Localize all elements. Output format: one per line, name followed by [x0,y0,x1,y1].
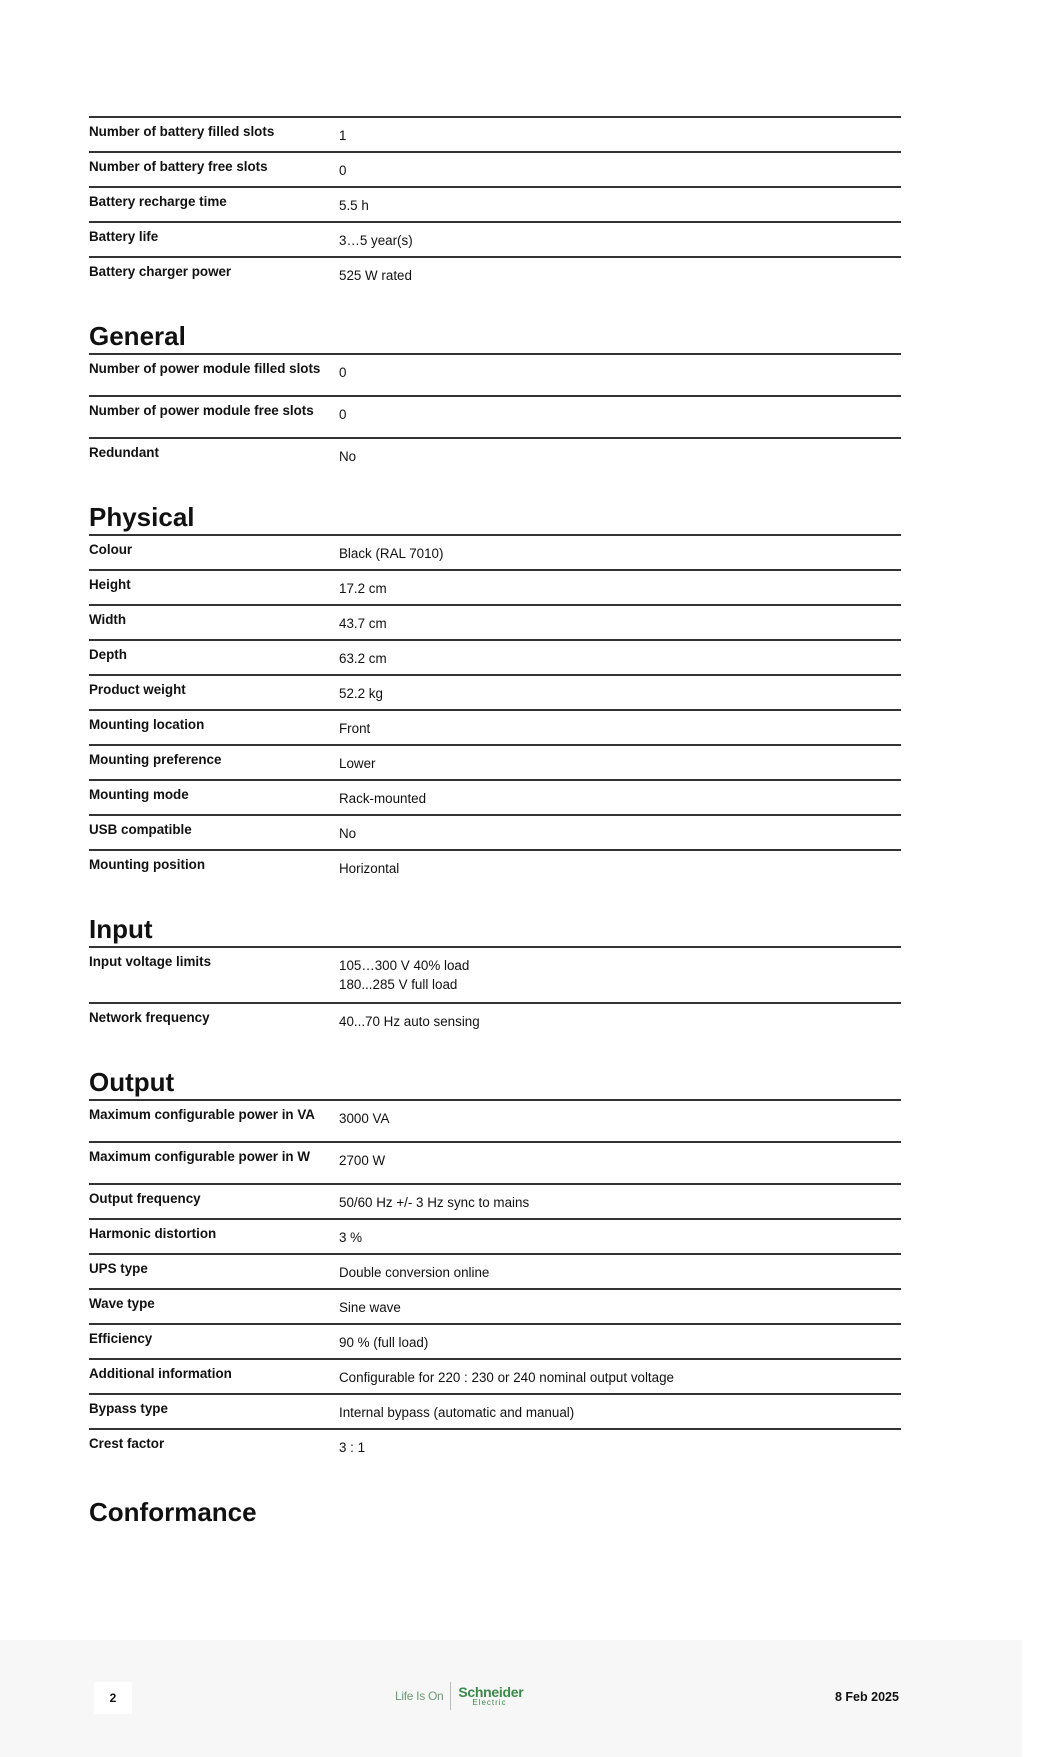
spec-label: Depth [89,647,127,662]
spec-label: Wave type [89,1296,155,1311]
spec-label: Additional information [89,1366,232,1381]
spec-value: 90 % (full load) [339,1335,429,1350]
section-title: Conformance [89,1497,257,1527]
spec-label: Output frequency [89,1191,201,1206]
spec-value: 43.7 cm [339,616,387,631]
spec-row [89,437,901,472]
spec-label: Maximum configurable power in W [89,1149,310,1164]
page-number: 2 [94,1682,132,1714]
spec-row [89,116,901,151]
spec-value: 17.2 cm [339,581,387,596]
tagline: Life Is On [395,1689,444,1703]
section-title: Physical [89,502,195,532]
spec-row [89,849,901,884]
spec-value: Double conversion online [339,1265,490,1280]
spec-value: No [339,826,357,841]
spec-value: 63.2 cm [339,651,387,666]
spec-row [89,1358,901,1393]
spec-value: 3 % [339,1230,363,1245]
brand-sub: Electric [472,1698,507,1707]
spec-row [89,534,901,569]
spec-row [89,221,901,256]
spec-value: 1 [339,128,347,143]
spec-label: UPS type [89,1261,148,1276]
spec-value: Rack-mounted [339,791,427,806]
spec-row [89,639,901,674]
spec-value: Sine wave [339,1300,401,1315]
section-output [89,1057,901,1463]
spec-label: Mounting location [89,717,205,732]
spec-label: Mounting position [89,857,206,872]
spec-value: 0 [339,163,347,178]
spec-row [89,674,901,709]
spec-row [89,1099,901,1141]
spec-value: 52.2 kg [339,686,383,701]
spec-label: Number of battery free slots [89,159,268,174]
spec-label: Number of power module free slots [89,403,314,418]
spec-value: 0 [339,407,347,422]
spec-row [89,744,901,779]
spec-value: No [339,449,357,464]
spec-label: Crest factor [89,1436,165,1451]
section-input [89,904,901,1037]
spec-row [89,1393,901,1428]
spec-row [89,569,901,604]
spec-value: 3…5 year(s) [339,233,413,248]
spec-value: 2700 W [339,1153,386,1168]
spec-row [89,1183,901,1218]
spec-label: Bypass type [89,1401,168,1416]
spec-row [89,946,901,1002]
brand-wordmark [458,1685,523,1707]
spec-row [89,1141,901,1183]
section-physical [89,492,901,884]
spec-row [89,1288,901,1323]
spec-label: Battery charger power [89,264,232,279]
spec-label: Number of power module filled slots [89,361,321,376]
page-footer [0,1640,1022,1757]
spec-value: Black (RAL 7010) [339,546,444,561]
spec-row [89,1218,901,1253]
schneider-logo [395,1678,523,1714]
spec-row [89,1323,901,1358]
spec-label: Efficiency [89,1331,153,1346]
spec-row [89,186,901,221]
spec-label: Width [89,612,127,627]
spec-value: 50/60 Hz +/- 3 Hz sync to mains [339,1195,530,1210]
spec-row [89,1002,901,1037]
spec-value: 525 W rated [339,268,412,283]
spec-row [89,395,901,437]
spec-value: 3000 VA [339,1111,390,1126]
spec-value: Internal bypass (automatic and manual) [339,1405,575,1420]
spec-label: Product weight [89,682,186,697]
spec-label: Network frequency [89,1010,210,1025]
spec-row [89,1253,901,1288]
document-date: 8 Feb 2025 [835,1690,899,1704]
spec-label: Maximum configurable power in VA [89,1107,315,1122]
spec-label: Battery life [89,229,159,244]
section-conformance [89,1487,901,1529]
spec-row [89,779,901,814]
spec-value: Horizontal [339,861,400,876]
spec-value: 105…300 V 40% load 180...285 V full load [339,958,470,992]
spec-row [89,604,901,639]
spec-row [89,709,901,744]
spec-content [89,116,901,1529]
spec-value: 0 [339,365,347,380]
spec-label: Battery recharge time [89,194,227,209]
spec-value: 5.5 h [339,198,369,213]
spec-label: Redundant [89,445,159,460]
section-battery [89,116,901,291]
spec-value: 40...70 Hz auto sensing [339,1014,480,1029]
spec-label: Colour [89,542,133,557]
spec-label: Input voltage limits [89,954,212,969]
spec-row [89,353,901,395]
spec-row [89,814,901,849]
brand-name: Schneider [458,1684,524,1700]
section-title: Input [89,914,153,944]
spec-value: Lower [339,756,376,771]
spec-value: Front [339,721,371,736]
spec-label: USB compatible [89,822,192,837]
section-title: General [89,321,186,351]
spec-label: Harmonic distortion [89,1226,217,1241]
section-title: Output [89,1067,175,1097]
spec-label: Number of battery filled slots [89,124,275,139]
logo-divider [450,1682,451,1710]
section-general [89,311,901,472]
spec-value: Configurable for 220 : 230 or 240 nominal output voltage [339,1370,674,1385]
spec-row [89,151,901,186]
spec-label: Height [89,577,131,592]
spec-row [89,256,901,291]
spec-label: Mounting mode [89,787,189,802]
spec-label: Mounting preference [89,752,222,767]
spec-value: 3 : 1 [339,1440,366,1455]
spec-row [89,1428,901,1463]
